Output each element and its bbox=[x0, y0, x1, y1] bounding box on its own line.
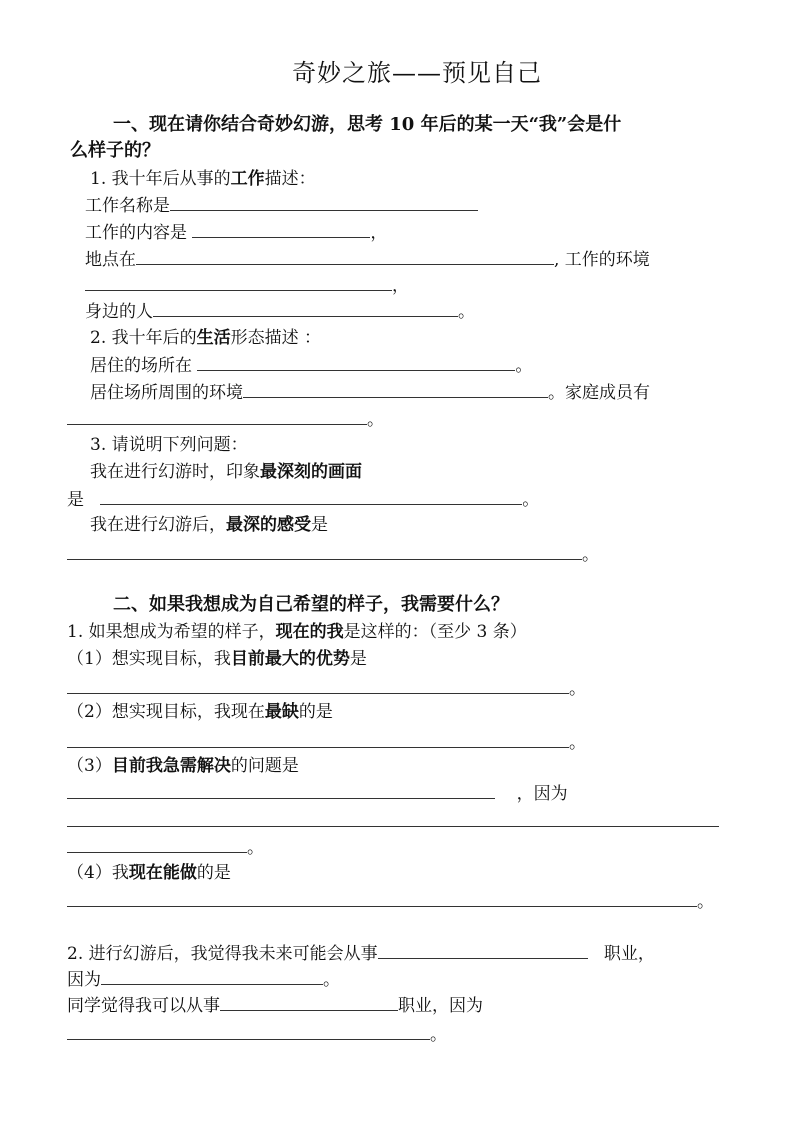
lacking-row bbox=[67, 731, 586, 754]
punctuation: ， bbox=[392, 276, 409, 296]
label-emphasis: 目前最大的优势 bbox=[230, 649, 350, 669]
punctuation: 。 bbox=[569, 733, 586, 753]
label-emphasis: 生活 bbox=[196, 328, 231, 348]
label-emphasis: 现在的我 bbox=[275, 622, 344, 642]
family-blank[interactable] bbox=[67, 408, 367, 425]
people-blank[interactable] bbox=[153, 300, 458, 317]
punctuation: 。 bbox=[430, 1025, 447, 1045]
lacking-prompt bbox=[67, 701, 333, 723]
section-1-heading-line2: 么样子的？ bbox=[70, 140, 160, 161]
part2-question-1-label bbox=[67, 621, 527, 643]
residence-row bbox=[90, 354, 532, 377]
label-text: （2）想实现目标，我现在 bbox=[67, 702, 265, 722]
label-text: 描述： bbox=[264, 169, 316, 189]
label-text: 形态描述 ： bbox=[230, 328, 322, 348]
people-row bbox=[85, 300, 475, 323]
environment-blank[interactable] bbox=[85, 274, 392, 291]
job-content-blank[interactable] bbox=[192, 221, 370, 238]
can-do-blank[interactable] bbox=[67, 890, 697, 907]
classmate-career-blank[interactable] bbox=[220, 994, 398, 1011]
can-do-row bbox=[67, 890, 714, 913]
can-do-prompt bbox=[67, 862, 231, 884]
label-text: 2. 我十年后的 bbox=[90, 328, 197, 348]
label-text: 同学觉得我可以从事 bbox=[67, 996, 220, 1016]
job-name-blank[interactable] bbox=[170, 194, 478, 211]
feeling-row bbox=[67, 543, 599, 566]
label-text: 职业，因为 bbox=[398, 996, 483, 1016]
reason-row-1 bbox=[67, 810, 719, 833]
career-reason-blank[interactable] bbox=[101, 968, 323, 985]
environment-row bbox=[85, 274, 409, 297]
family-label: 。家庭成员有 bbox=[548, 383, 650, 403]
punctuation: 。 bbox=[323, 970, 340, 990]
residence-label: 居住的场所在 bbox=[90, 356, 192, 376]
section-2-heading: 二、如果我想成为自己希望的样子，我需要什么？ bbox=[113, 594, 509, 615]
impression-blank[interactable] bbox=[100, 488, 522, 505]
label-text: （3） bbox=[67, 756, 112, 776]
problem-row bbox=[67, 782, 568, 805]
punctuation: ， bbox=[370, 223, 388, 243]
label-text: 是这样的：（至少 3 条） bbox=[343, 622, 527, 642]
label-text: 是 bbox=[311, 515, 328, 535]
location-label: 地点在 bbox=[85, 250, 136, 270]
label-emphasis: 最深刻的画面 bbox=[260, 462, 362, 482]
problem-blank[interactable] bbox=[67, 782, 495, 799]
career-reason-row bbox=[67, 968, 340, 991]
label-text: 我在进行幻游后， bbox=[90, 515, 226, 535]
job-content-label: 工作的内容是 bbox=[85, 223, 187, 243]
punctuation: 。 bbox=[522, 490, 540, 510]
reason-blank-line1[interactable] bbox=[67, 810, 719, 827]
advantage-prompt bbox=[67, 648, 367, 670]
label-text: 我在进行幻游时，印象 bbox=[90, 462, 260, 482]
job-content-row bbox=[85, 221, 387, 244]
impression-prompt bbox=[90, 461, 362, 483]
location-row bbox=[85, 248, 650, 271]
advantage-blank[interactable] bbox=[67, 677, 569, 694]
surroundings-row bbox=[90, 381, 650, 404]
surroundings-blank[interactable] bbox=[243, 381, 548, 398]
label-text: 是 bbox=[349, 649, 367, 669]
classmate-career-row bbox=[67, 994, 483, 1017]
question-2-label bbox=[90, 327, 321, 349]
reason-blank-line2[interactable] bbox=[67, 836, 247, 853]
label-text: 的是 bbox=[196, 863, 231, 883]
punctuation: 。 bbox=[582, 545, 599, 565]
label-text: （4）我 bbox=[67, 863, 129, 883]
job-name-row bbox=[85, 194, 478, 217]
reason-row-2 bbox=[67, 836, 264, 859]
punctuation: 。 bbox=[458, 302, 475, 322]
people-label: 身边的人 bbox=[85, 302, 153, 322]
family-row bbox=[67, 408, 384, 431]
advantage-row bbox=[67, 677, 586, 700]
page-title: 奇妙之旅——预见自己 bbox=[292, 59, 542, 87]
punctuation: 。 bbox=[247, 838, 264, 858]
label-emphasis: 目前我急需解决 bbox=[111, 756, 231, 776]
label-text: 1. 我十年后从事的 bbox=[90, 169, 231, 189]
question-1-label bbox=[90, 168, 316, 190]
career-row bbox=[67, 942, 655, 965]
environment-label: , 工作的环境 bbox=[554, 250, 650, 270]
feeling-prompt bbox=[90, 514, 328, 536]
punctuation: 。 bbox=[515, 356, 533, 376]
label-text: 的是 bbox=[298, 702, 333, 722]
label-text: 职业， bbox=[603, 944, 655, 964]
label-emphasis: 现在能做 bbox=[128, 863, 197, 883]
label-text: 是 bbox=[67, 490, 84, 510]
label-text: （1）想实现目标，我 bbox=[67, 649, 231, 669]
residence-blank[interactable] bbox=[197, 354, 515, 371]
location-blank[interactable] bbox=[136, 248, 554, 265]
future-career-blank[interactable] bbox=[378, 942, 588, 959]
problem-prompt bbox=[67, 755, 299, 777]
label-text: 2. 进行幻游后，我觉得我未来可能会从事 bbox=[67, 944, 378, 964]
punctuation: 。 bbox=[697, 892, 714, 912]
job-name-label: 工作名称是 bbox=[85, 196, 170, 216]
label-emphasis: 最缺 bbox=[264, 702, 299, 722]
impression-row bbox=[67, 488, 539, 511]
question-3-label: 3. 请说明下列问题： bbox=[90, 435, 248, 455]
punctuation: 。 bbox=[569, 679, 586, 699]
feeling-blank[interactable] bbox=[67, 543, 582, 560]
label-text: 因为 bbox=[67, 970, 101, 990]
lacking-blank[interactable] bbox=[67, 731, 569, 748]
section-1-heading-line1: 一、现在请你结合奇妙幻游，思考 10 年后的某一天“我”会是什 bbox=[113, 114, 622, 135]
label-emphasis: 工作 bbox=[230, 169, 265, 189]
surroundings-label: 居住场所周围的环境 bbox=[90, 383, 243, 403]
label-emphasis: 最深的感受 bbox=[226, 515, 311, 535]
label-text: 的问题是 bbox=[230, 756, 299, 776]
label-text: 1. 如果想成为希望的样子， bbox=[67, 622, 276, 642]
classmate-reason-row bbox=[67, 1023, 447, 1046]
because-label: ，因为 bbox=[516, 784, 568, 804]
classmate-reason-blank[interactable] bbox=[67, 1023, 430, 1040]
punctuation: 。 bbox=[367, 410, 384, 430]
